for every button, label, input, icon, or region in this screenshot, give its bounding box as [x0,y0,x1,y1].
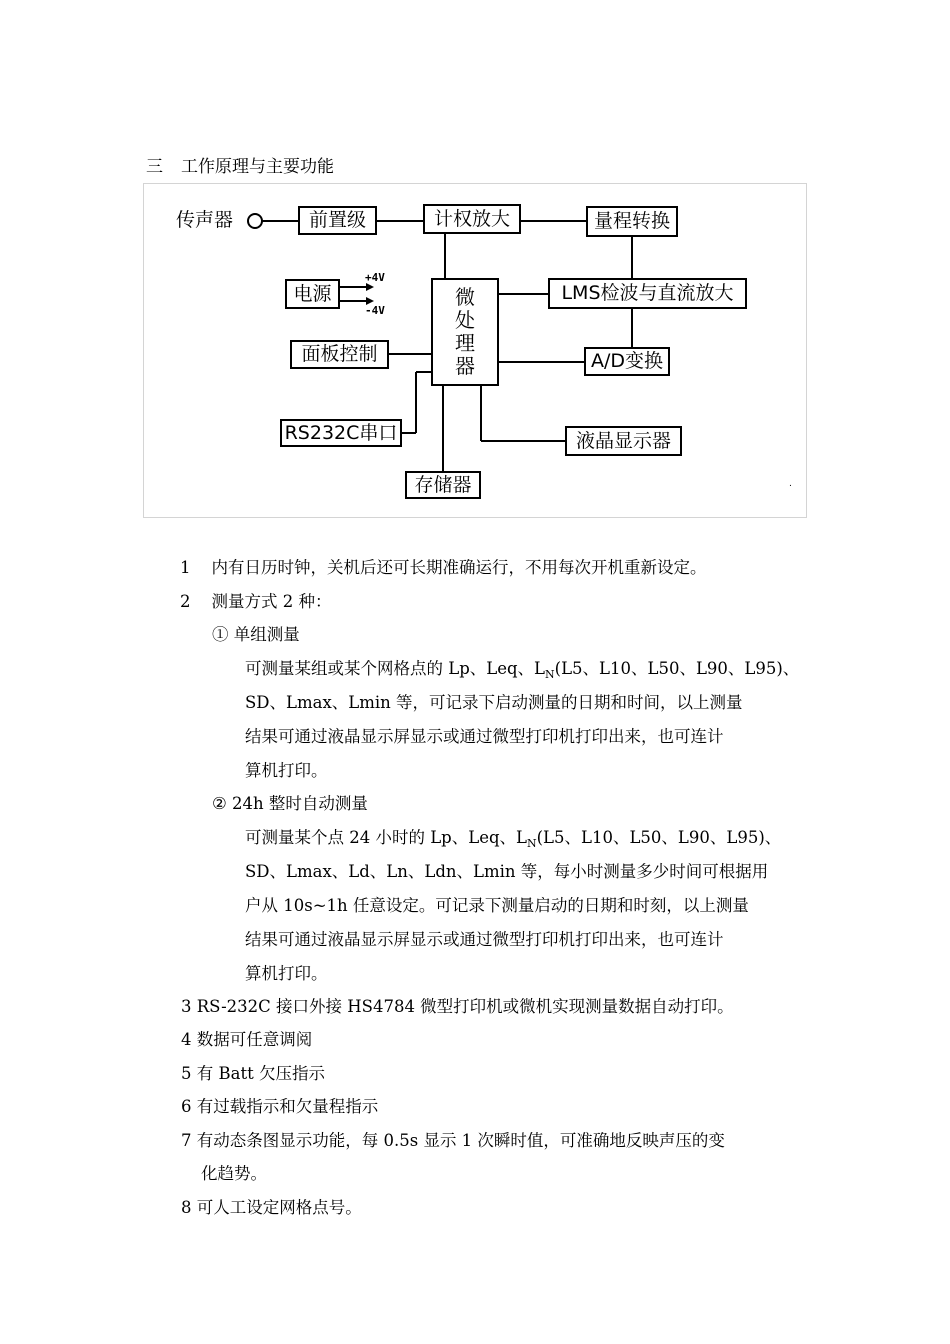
feature-text: 测量方式 2 种： [211,592,332,611]
power-block: 电源 [285,279,340,309]
mode-2-line-3: 户从 10s~1h 任意设定。可记录下测量启动的日期和时刻，以上测量 [245,896,749,915]
microprocessor-char: 处 [455,308,475,332]
feature-1 [180,560,706,577]
mode-2-title: ② 24h 整时自动测量 [212,794,368,813]
feature-text: 内有日历时钟，关机后还可长期准确运行，不用每次开机重新设定。 [211,558,707,577]
mode-2-line-1-rest: (L5、L10、L50、L90、L95)、 [536,828,782,847]
feature-7-line-1: 7 有动态条图显示功能，每 0.5s 显示 1 次瞬时值，可准确地反映声压的变 [181,1131,725,1150]
mode-2-line-1-text: 可测量某个点 24 小时的 Lp、Leq、L [245,828,527,847]
microphone-icon [248,214,262,228]
feature-3: 3 RS-232C 接口外接 HS4784 微型打印机或微机实现测量数据自动打印。 [181,997,734,1016]
mode-1-line-4: 算机打印。 [245,761,328,780]
feature-5: 5 有 Batt 欠压指示 [181,1064,325,1083]
mode-2-line-1 [245,828,782,850]
feature-7-line-2: 化趋势。 [201,1164,267,1183]
mode-1-line-1-rest: (L5、L10、L50、L90、L95)、 [554,659,800,678]
mode-1-title: ① 单组测量 [212,625,300,644]
stray-dot: . [789,479,792,489]
panel-control-block: 面板控制 [290,340,389,369]
block-diagram [143,183,807,518]
microphone-label: 传声器 [176,209,234,231]
feature-number: 1 [180,558,191,577]
mode-1-line-1-text: 可测量某组或某个网格点的 Lp、Leq、L [245,659,546,678]
mode-2-line-4: 结果可通过液晶显示屏显示或通过微型打印机打印出来，也可连计 [245,930,724,949]
subscript: N [527,837,537,850]
voltage-negative-label: -4V [365,304,385,317]
section-number: 三 [146,157,163,177]
microprocessor-char: 微 [455,285,475,309]
microprocessor-block [431,278,499,386]
mode-2-line-5: 算机打印。 [245,964,328,983]
feature-4: 4 数据可任意调阅 [181,1030,313,1049]
range-switch-block: 量程转换 [586,206,678,237]
mode-1-line-3: 结果可通过液晶显示屏显示或通过微型打印机打印出来，也可连计 [245,727,724,746]
mode-1-line-2: SD、Lmax、Lmin 等，可记录下启动测量的日期和时间，以上测量 [245,693,743,712]
subscript: N [545,668,555,681]
feature-number: 2 [180,592,191,611]
feature-2 [180,594,331,611]
microprocessor-char: 器 [455,354,475,378]
rs232-port-block: RS232C串口 [280,419,402,447]
weighting-amp-block: 计权放大 [423,204,521,234]
mode-1-line-1 [245,659,800,681]
voltage-positive-label: +4V [365,271,385,284]
preamp-block: 前置级 [298,206,377,235]
feature-6: 6 有过载指示和欠量程指示 [181,1097,379,1116]
section-title: 工作原理与主要功能 [181,157,334,177]
storage-block: 存储器 [405,471,481,499]
mode-2-line-2: SD、Lmax、Ld、Ln、Ldn、Lmin 等，每小时测量多少时间可根据用 [245,862,769,881]
microprocessor-char: 理 [455,331,475,355]
feature-8: 8 可人工设定网格点号。 [181,1198,362,1217]
lcd-display-block: 液晶显示器 [565,426,682,456]
section-heading [146,152,334,177]
ad-converter-block: A/D变换 [584,347,670,376]
lms-detector-block: LMS检波与直流放大 [548,278,747,309]
